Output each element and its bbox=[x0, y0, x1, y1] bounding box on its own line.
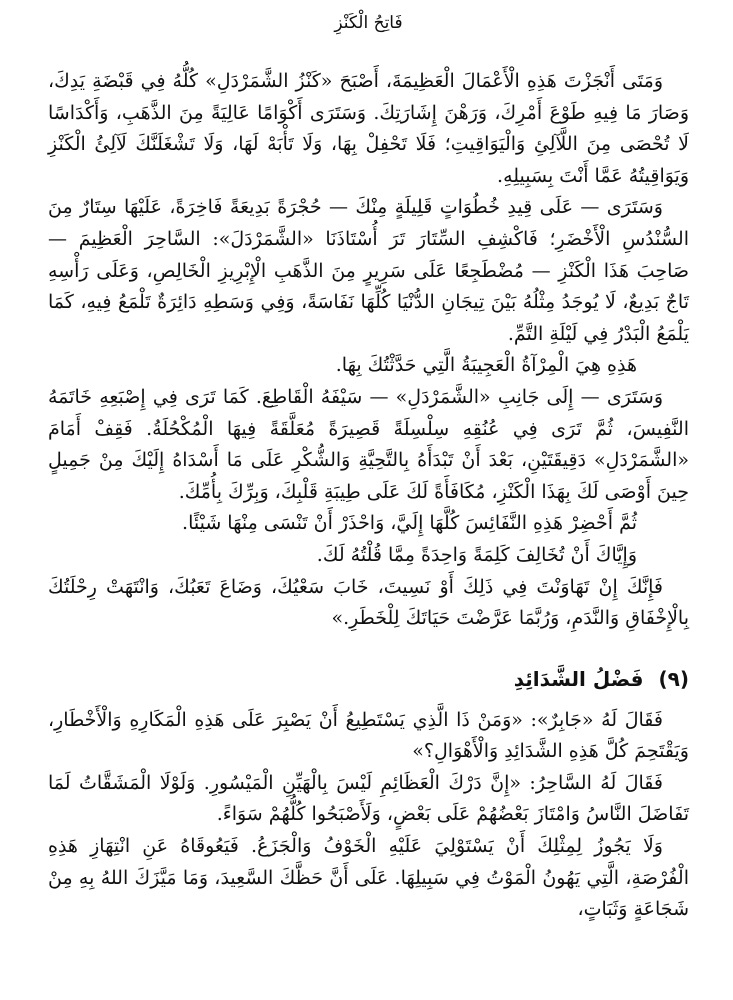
paragraph: وَإِيَّاكَ أَنْ تُخَالِفَ كَلِمَةً وَاحِدَةً مِمَّا قُلْتُهُ لَكَ. bbox=[316, 543, 637, 566]
chapter-heading bbox=[48, 663, 689, 695]
paragraph: وَلَا يَجُوزُ لِمِثْلِكَ أَنْ يَسْتَوْلِيَ عَلَيْهِ الْخَوْفُ وَالْجَزَعُ. فَيَعُوقَاهُ عَنِ انْتِهَازِ هَذِهِ الْفُرْصَةِ، الَّتِي يَهُونُ الْمَوْتُ فِي سَبِيلِهَا. عَلَى أَنَّ حَظَّكَ السَّعِيدَ، وَمَا مَيَّزَكَ اللهُ بِهِ مِنْ شَجَاعَةٍ وَثَبَاتٍ، bbox=[48, 835, 689, 921]
paragraph: هَذِهِ هِيَ الْمِرْآةُ الْعَجِيبَةُ الَّتِي حَدَّثْتُكَ بِهَا. bbox=[335, 354, 637, 377]
chapter-number: (٩) bbox=[658, 666, 689, 691]
paragraph: فَقَالَ لَهُ «جَابِرٌ»: «وَمَنْ ذَا الَّذِي يَسْتَطِيعُ أَنْ يَصْبِرَ عَلَى هَذِهِ الْمَكَارِهِ وَالْأَخْطَارِ، وَيَقْتَحِمَ كُلَّ هَذِهِ الشَّدَائِدِ وَالْأَهْوَالِ؟» bbox=[48, 708, 689, 763]
running-head: فَاتِحُ الْكَنْزِ bbox=[334, 13, 403, 33]
paragraph: فَإِنَّكَ إِنْ تَهَاوَنْتَ فِي ذَلِكَ أَوْ نَسِيتَ، خَابَ سَعْيُكَ، وَضَاعَ تَعَبُكَ، وَانْتَهَتْ رِحْلَتُكَ بِالْإِخْفَاقِ وَالنَّدَمِ، وَرُبَّمَا عَرَّضْتَ حَيَاتَكَ لِلْخَطَرِ.» bbox=[48, 575, 689, 630]
paragraph: ثُمَّ أَحْضِرْ هَذِهِ النَّفَائِسَ كُلَّهَا إِلَيَّ، وَاحْذَرْ أَنْ تَنْسَى مِنْهَا شَيْئًا. bbox=[182, 512, 637, 535]
chapter-title: فَضْلُ الشَّدَائِدِ bbox=[513, 666, 644, 691]
paragraph: فَقَالَ لَهُ السَّاحِرُ: «إِنَّ دَرْكَ الْعَظَائِمِ لَيْسَ بِالْهَيِّنِ الْمَيْسُورِ. وَلَوْلَا الْمَشَقَّاتُ لَمَا تَفَاضَلَ النَّاسُ وَامْتَازَ بَعْضُهُمْ عَلَى بَعْضٍ، وَلَأَصْبَحُوا كُلُّهُمْ سَوَاءً. bbox=[48, 771, 689, 826]
body-text bbox=[48, 66, 689, 635]
paragraph: وَمَتَى أَنْجَزْتَ هَذِهِ الْأَعْمَالَ الْعَظِيمَةَ، أَصْبَحَ «كَنْزُ الشَّمَرْدَلِ» كُلُّهُ فِي قَبْضَةِ يَدِكَ، وَصَارَ مَا فِيهِ طَوْعَ أَمْرِكَ، وَرَهْنَ إِشَارَتِكَ. وَسَتَرَى أَكْوَامًا عَالِيَةً مِنَ الذَّهَبِ، وَأَكْدَاسًا لَا تُحْصَى مِنَ اللَّآلِئِ وَالْيَوَاقِيتِ؛ فَلَا تَحْفِلْ بِهَا، وَلَا تَأْبَهْ لَهَا، وَلَا تَشْغَلَنَّكَ لَآلِئُ الْكَنْزِ وَيَوَاقِيتُهُ عَمَّا أَنْتَ بِسَبِيلِهِ. bbox=[48, 70, 689, 187]
paragraph: وَسَتَرَى — إِلَى جَانِبِ «الشَّمَرْدَلِ» — سَيْفَهُ الْقَاطِعَ. كَمَا تَرَى فِي إِصْبَعِهِ خَاتَمَهُ النَّفِيسَ، ثُمَّ تَرَى فِي عُنُقِهِ سِلْسِلَةً قَصِيرَةً مُعَلَّقَةً فِيهَا الْمُكْحُلَةُ. فَقِفْ أَمَامَ «الشَّمَرْدَلِ» دَقِيقَتَيْنِ، بَعْدَ أَنْ تَبْدَأَهُ بِالتَّحِيَّةِ وَالشُّكْرِ عَلَى مَا أَسْدَاهُ إِلَيْكَ مِنْ جَمِيلٍ حِينَ أَوْصَى لَكَ بِهَذَا الْكَنْزِ، مُكَافَأَةً لَكَ عَلَى طِيبَةِ قَلْبِكَ، وَبِرِّكَ بِأُمِّكَ. bbox=[48, 385, 689, 503]
chapter-body-text bbox=[48, 705, 689, 926]
paragraph: وَسَتَرَى — عَلَى قِيدِ خُطُوَاتٍ قَلِيلَةٍ مِنْكَ — حُجْرَةً بَدِيعَةً فَاخِرَةً، عَلَيْهَا سِتَارٌ مِنَ السُّنْدُسِ الْأَخْضَرِ؛ فَاكْشِفِ السِّتَارَ تَرَ أُسْتَاذَنَا «الشَّمَرْدَلَ»: السَّاحِرَ الْعَظِيمَ — صَاحِبَ هَذَا الْكَنْزِ — مُضْطَجِعًا عَلَى سَرِيرٍ مِنَ الذَّهَبِ الْإِبْرِيزِ الْخَالِصِ، وَعَلَى رَأْسِهِ تَاجٌ بَدِيعٌ، لَا يُوجَدُ مِثْلُهُ بَيْنَ تِيجَانِ الدُّنْيَا كُلِّهَا نَفَاسَةً، وَفِي وَسَطِهِ دَائِرَةٌ تَلْمَعُ فِيهِ، كَمَا يَلْمَعُ الْبَدْرُ فِي لَيْلَةِ التَّمِّ. bbox=[48, 196, 689, 345]
